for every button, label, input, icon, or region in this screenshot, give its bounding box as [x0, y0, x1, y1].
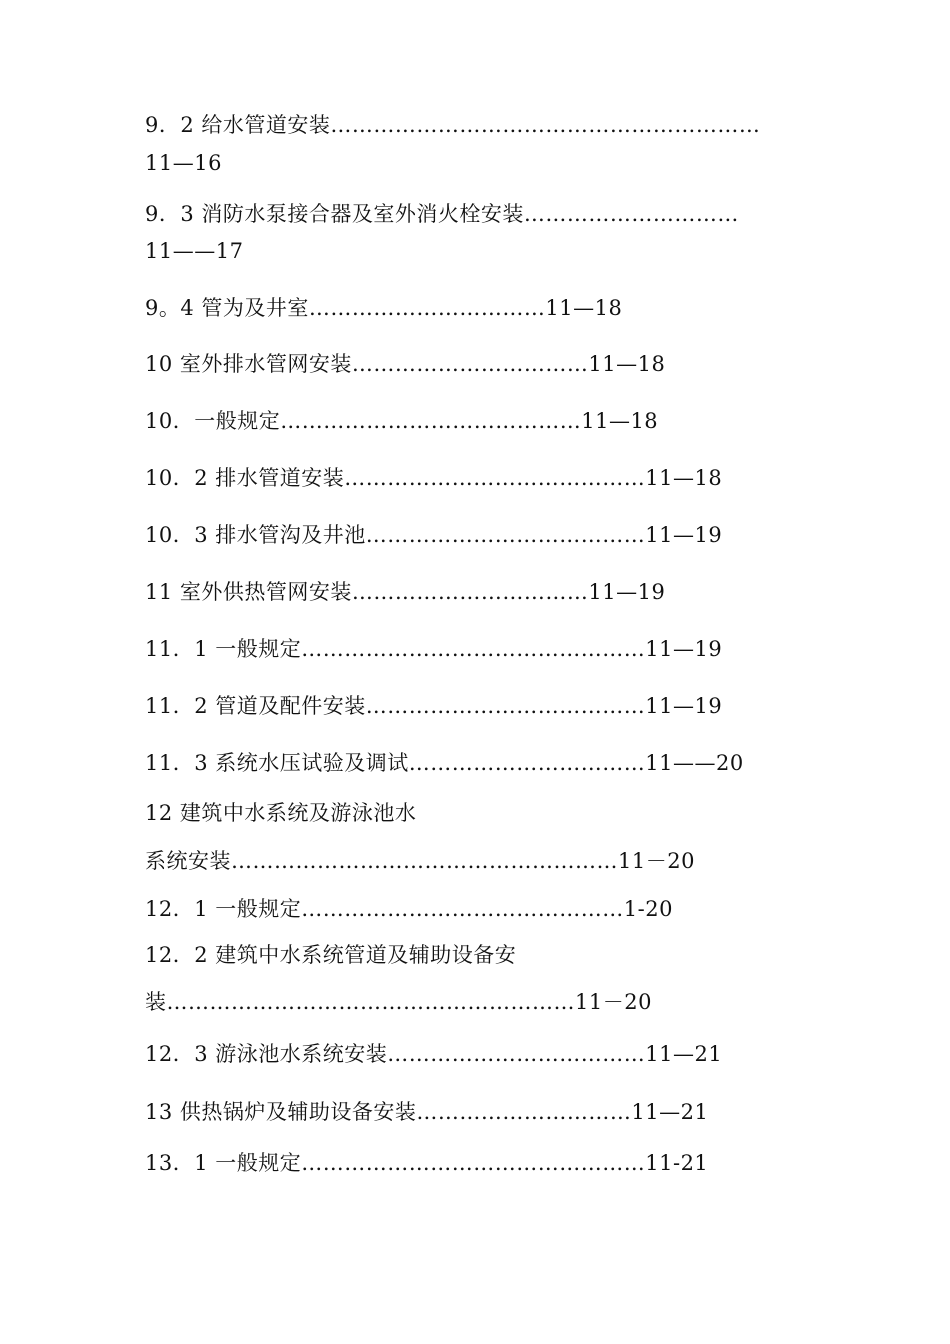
toc-entry-11-2: 11．2 管道及配件安装…………………………………11—19	[145, 694, 723, 718]
toc-entry-12-2-continued: 装…………………………………………………11－20	[145, 990, 652, 1014]
table-of-contents	[145, 0, 845, 1344]
toc-entry-9-2: 9．2 给水管道安装……………………………………………………	[145, 113, 761, 137]
toc-entry-11-1: 11．1 一般规定…………………………………………11—19	[145, 637, 723, 661]
toc-entry-9-4: 9。4 管为及井室……………………………11—18	[145, 296, 623, 320]
toc-entry-9-2-page: 11—16	[145, 151, 222, 175]
toc-entry-10-2: 10．2 排水管道安装……………………………………11—18	[145, 466, 723, 490]
toc-entry-10-3: 10．3 排水管沟及井池…………………………………11—19	[145, 523, 723, 547]
toc-entry-10-1: 10．一般规定……………………………………11—18	[145, 409, 659, 433]
toc-entry-11: 11 室外供热管网安装……………………………11—19	[145, 580, 666, 604]
toc-entry-13: 13 供热锅炉及辅助设备安装…………………………11—21	[145, 1100, 709, 1124]
toc-entry-9-3: 9．3 消防水泵接合器及室外消火栓安装…………………………	[145, 202, 739, 226]
toc-entry-12-continued: 系统安装………………………………………………11－20	[145, 849, 695, 873]
toc-entry-13-1: 13．1 一般规定…………………………………………11-21	[145, 1151, 709, 1175]
toc-entry-12-3: 12．3 游泳池水系统安装………………………………11—21	[145, 1042, 723, 1066]
toc-entry-12-1: 12．1 一般规定………………………………………1-20	[145, 897, 673, 921]
toc-entry-9-3-page: 11——17	[145, 239, 244, 263]
toc-entry-12-2: 12．2 建筑中水系统管道及辅助设备安	[145, 943, 517, 967]
toc-entry-12: 12 建筑中水系统及游泳池水	[145, 801, 417, 825]
toc-entry-11-3: 11．3 系统水压试验及调试……………………………11——20	[145, 751, 744, 775]
toc-entry-10: 10 室外排水管网安装……………………………11—18	[145, 352, 666, 376]
